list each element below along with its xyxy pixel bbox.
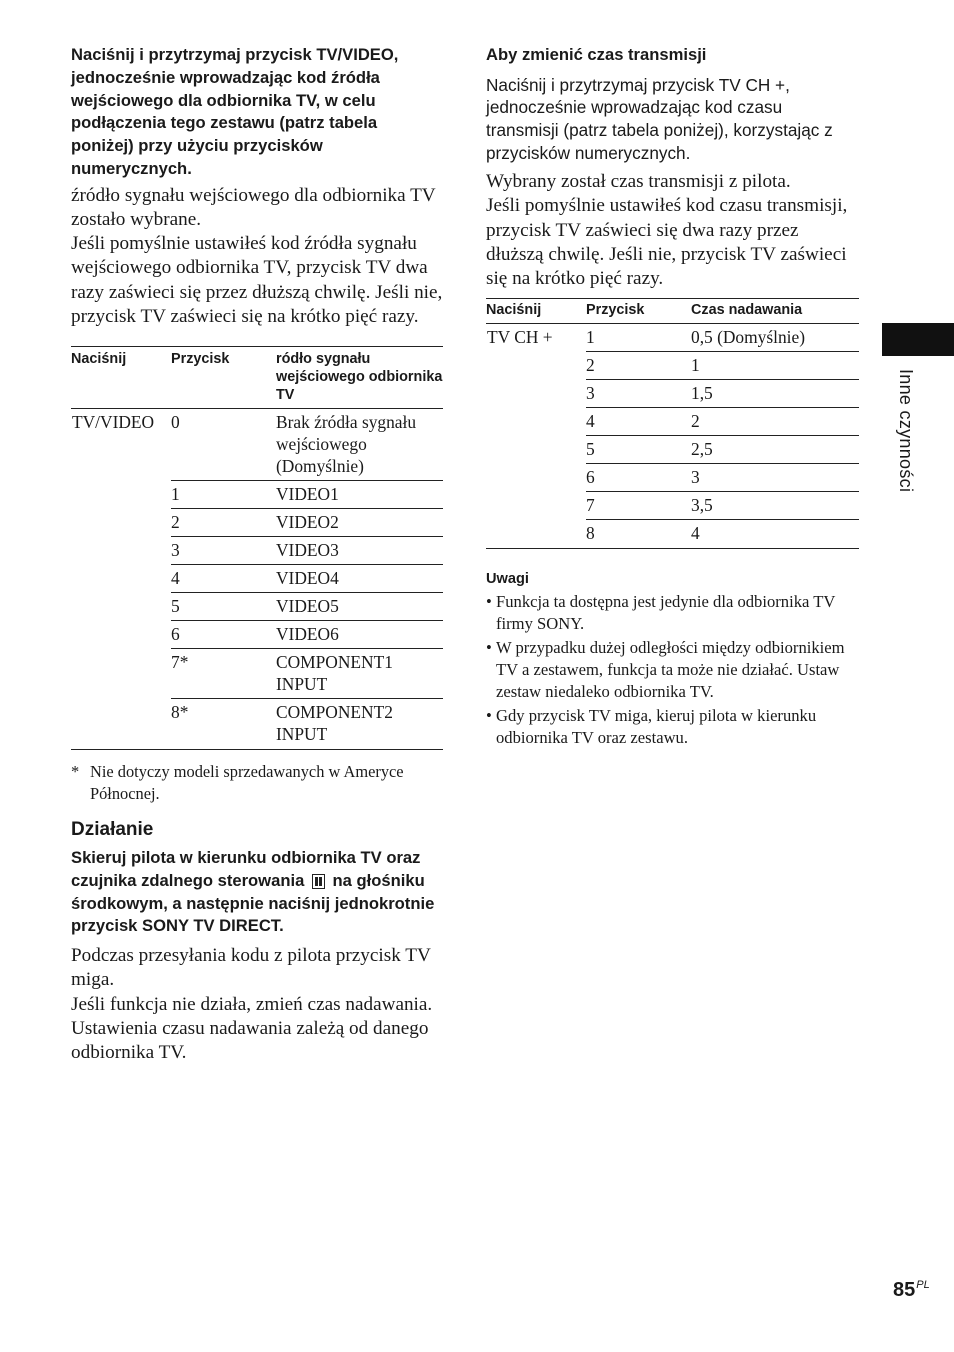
- footnote-mark: *: [71, 762, 80, 781]
- transmission-instruction: Naciśnij i przytrzymaj przycisk TV CH +, jednocześnie wprowadzając kod czasu transmisji (patrz tabela poniżej), korzystając z przycisków numerycznych.: [486, 74, 833, 163]
- bullet: •: [486, 638, 492, 658]
- list-item: [486, 705, 859, 749]
- page-language-suffix: PL: [916, 1279, 930, 1291]
- table-footnote: [71, 761, 443, 805]
- result-text: źródło sygnału wejściowego dla odbiornika TV zostało wybrane.: [71, 184, 436, 230]
- transmission-time-table: [486, 298, 859, 549]
- remote-sensor-icon: [312, 874, 325, 889]
- button-cell: 3: [171, 537, 276, 565]
- button-cell: 8*: [171, 699, 276, 750]
- transmission-result: Wybrany został czas transmisji z pilota.: [486, 171, 791, 193]
- button-cell: 8: [586, 520, 691, 549]
- footnote-text: Nie dotyczy modeli sprzedawanych w Ameryce Północnej.: [90, 762, 404, 803]
- page-number-value: 85: [893, 1279, 916, 1301]
- column-header-source: ródło sygnału wejściowego odbiornika TV: [276, 347, 443, 409]
- value-cell: 1: [691, 352, 859, 380]
- note-text: W przypadku dużej odległości między odbiornikiem TV a zestawem, funkcja ta może nie działać. Ustaw zestaw niedaleko odbiornika TV.: [496, 638, 845, 702]
- value-cell: 1,5: [691, 380, 859, 408]
- value-cell: 4: [691, 520, 859, 549]
- fallback-text: Jeśli funkcja nie działa, zmień czas nadawania. Ustawienia czasu nadawania zależą od danego odbiornika TV.: [71, 993, 433, 1063]
- list-item: [486, 637, 859, 703]
- value-cell: VIDEO6: [276, 621, 443, 649]
- button-cell: 5: [171, 593, 276, 621]
- value-cell: VIDEO3: [276, 537, 443, 565]
- column-header-time: Czas nadawania: [691, 299, 859, 324]
- section-side-label: Inne czynności: [896, 369, 916, 493]
- bullet: •: [486, 706, 492, 726]
- notes-list: [486, 591, 859, 749]
- value-cell: 3,5: [691, 492, 859, 520]
- value-cell: COMPONENT1 INPUT: [276, 649, 443, 699]
- success-text: Jeśli pomyślnie ustawiłeś kod źródła sygnału wejściowego odbiornika TV, przycisk TV dwa razy zaświeci się przez dłuższą chwilę. Jeśli nie, przycisk TV zaświeci się na krótko pięć razy.: [71, 233, 443, 327]
- value-cell: VIDEO2: [276, 509, 443, 537]
- column-header-press: Naciśnij: [71, 347, 171, 409]
- button-cell: 6: [586, 464, 691, 492]
- step-instruction: Naciśnij i przytrzymaj przycisk TV/VIDEO, jednocześnie wprowadzając kod źródła wejściowego dla odbiornika TV, w celu podłączenia tego zestawu (patrz tabela poniżej) przy użyciu przycisków numerycznych.: [71, 45, 399, 178]
- button-cell: 7: [586, 492, 691, 520]
- section-tab-marker: [882, 323, 954, 356]
- value-cell: VIDEO5: [276, 593, 443, 621]
- note-text: Funkcja ta dostępna jest jedynie dla odbiornika TV firmy SONY.: [496, 592, 836, 634]
- value-cell: Brak źródła sygnału wejściowego (Domyślnie): [276, 409, 443, 481]
- column-header-button: Przycisk: [171, 347, 276, 409]
- note-text: Gdy przycisk TV miga, kieruj pilota w kierunku odbiornika TV oraz zestawu.: [496, 706, 817, 748]
- transmit-text: Podczas przesyłania kodu z pilota przycisk TV miga.: [71, 945, 431, 991]
- value-cell: 2,5: [691, 436, 859, 464]
- button-cell: 1: [586, 324, 691, 352]
- button-cell: 7*: [171, 649, 276, 699]
- value-cell: COMPONENT2 INPUT: [276, 699, 443, 750]
- right-column: [486, 44, 859, 751]
- button-cell: 0: [171, 409, 276, 481]
- press-cell: TV CH +: [486, 324, 586, 549]
- button-cell: 6: [171, 621, 276, 649]
- operation-instruction: [71, 847, 443, 938]
- table-row: [486, 324, 859, 352]
- bullet: •: [486, 592, 492, 612]
- operation-text-start: Skieruj pilota w kierunku odbiornika TV oraz czujnika zdalnego sterowania: [71, 848, 421, 890]
- button-cell: 2: [171, 509, 276, 537]
- section-heading: Działanie: [71, 819, 154, 840]
- value-cell: 0,5 (Domyślnie): [691, 324, 859, 352]
- left-column: [71, 44, 443, 1065]
- value-cell: 2: [691, 408, 859, 436]
- page-number: [893, 1279, 930, 1302]
- button-cell: 5: [586, 436, 691, 464]
- notes-title: Uwagi: [486, 571, 529, 588]
- button-cell: 4: [171, 565, 276, 593]
- value-cell: 3: [691, 464, 859, 492]
- column-header-press: Naciśnij: [486, 299, 586, 324]
- table-row: [71, 409, 443, 481]
- list-item: [486, 591, 859, 635]
- operation-text-end: na głośniku środkowym, a następnie naciśnij jednokrotnie przycisk SONY TV DIRECT.: [71, 870, 435, 936]
- button-cell: 3: [586, 380, 691, 408]
- subsection-heading: Aby zmienić czas transmisji: [486, 45, 707, 64]
- button-cell: 4: [586, 408, 691, 436]
- press-cell: TV/VIDEO: [71, 409, 171, 750]
- input-source-table: [71, 346, 443, 750]
- value-cell: VIDEO4: [276, 565, 443, 593]
- value-cell: VIDEO1: [276, 481, 443, 509]
- button-cell: 2: [586, 352, 691, 380]
- transmission-success: Jeśli pomyślnie ustawiłeś kod czasu transmisji, przycisk TV zaświeci się dwa razy przez dłuższą chwilę. Jeśli nie, przycisk TV zaświeci się na krótko pięć razy.: [486, 195, 848, 289]
- button-cell: 1: [171, 481, 276, 509]
- column-header-button: Przycisk: [586, 299, 691, 324]
